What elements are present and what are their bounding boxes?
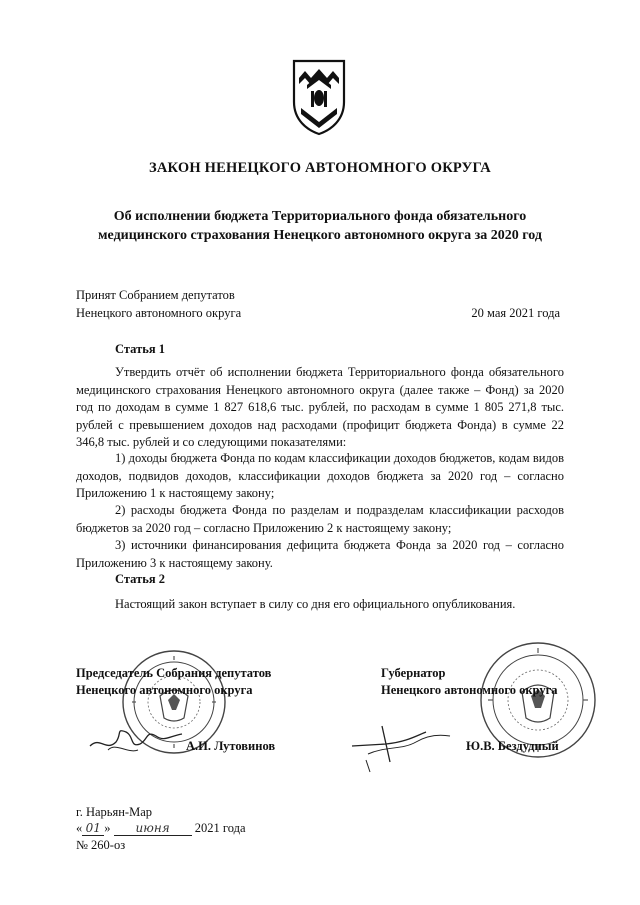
signing-month: июня bbox=[114, 821, 192, 836]
law-subject bbox=[60, 207, 580, 245]
coat-of-arms-icon bbox=[291, 58, 347, 136]
chairman-title bbox=[76, 665, 271, 699]
adoption-body bbox=[76, 286, 241, 322]
chairman-name: А.И. Лутовинов bbox=[186, 739, 276, 753]
chairman-title-line-2: Ненецкого автономного округа bbox=[76, 683, 253, 697]
article-1-intro: Утвердить отчёт об исполнении бюджета Территориального фонда обязательного медицинского страхования Ненецкого автономного округа (далее также – Фонд) за 2020 год по доходам в сумме 1 827 618,6 тыс. рублей, по расходам в сумме 1 805 271,8 тыс. рублей с превышением доходов над расходами (профицит бюджета Фонда) в сумме 22 346,8 тыс. рублей и со следующими показателями: bbox=[76, 365, 564, 449]
signing-date bbox=[76, 821, 246, 836]
article-1-heading: Статья 1 bbox=[115, 342, 165, 356]
subject-line-2: медицинского страхования Ненецкого автономного округа за 2020 год bbox=[98, 228, 542, 243]
article-2-heading: Статья 2 bbox=[115, 572, 165, 586]
chairman-title-line-1: Председатель Собрания депутатов bbox=[76, 666, 272, 680]
article-2-text: Настоящий закон вступает в силу со дня его официального опубликования. bbox=[115, 597, 516, 611]
signing-year: 2021 года bbox=[194, 821, 246, 835]
adoption-date: 20 мая 2021 года bbox=[471, 306, 560, 320]
governor-signature-icon bbox=[346, 706, 456, 776]
signing-place: г. Нарьян-Мар bbox=[76, 805, 153, 819]
adoption-line-2: Ненецкого автономного округа bbox=[76, 306, 242, 320]
law-number: № 260-оз bbox=[76, 838, 126, 852]
article-1-item-3: 3) источники финансирования дефицита бюджета Фонда за 2020 год – согласно Приложению 3 к настоящему закону. bbox=[76, 538, 564, 570]
signing-day: 01 bbox=[82, 821, 104, 836]
quote-close: » bbox=[104, 821, 111, 835]
subject-line-1: Об исполнении бюджета Территориального фонда обязательного bbox=[113, 209, 527, 224]
governor-name: Ю.В. Бездудный bbox=[466, 739, 559, 753]
adoption-line-1: Принят Собранием депутатов bbox=[76, 288, 235, 302]
governor-title-line-1: Губернатор bbox=[381, 666, 446, 680]
governor-title-line-2: Ненецкого автономного округа bbox=[381, 683, 558, 697]
article-1-item-1: 1) доходы бюджета Фонда по кодам классификации доходов бюджетов, кодам видов доходов, подвидов доходов, классификации доходов бюджета за 2020 год – согласно Приложению 1 к настоящему закону; bbox=[76, 451, 564, 500]
quote-open: « bbox=[76, 821, 83, 835]
law-title: ЗАКОН НЕНЕЦКОГО АВТОНОМНОГО ОКРУГА bbox=[149, 160, 491, 176]
governor-title bbox=[381, 665, 558, 699]
chairman-signature-icon bbox=[86, 712, 186, 762]
article-1-item-2: 2) расходы бюджета Фонда по разделам и подразделам классификации расходов бюджетов за 2020 год – согласно Приложению 2 к настоящему закону; bbox=[76, 503, 564, 535]
